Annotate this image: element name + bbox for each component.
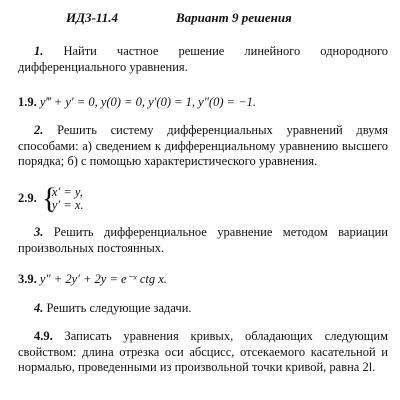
equation-system [41,182,84,215]
problem-1-9 [18,95,388,111]
system-equation-1: x′ = y, [51,185,83,199]
task-3 [18,225,388,256]
problem-number: 3.9. [18,272,37,286]
task-text: Решить следующие задачи. [46,301,192,315]
problem-2-9 [18,182,388,215]
problem-text: Записать уравнения кривых, обладающих следующим свойством: длина отрезка оси абсцисс, отсекаемого касательной и нормалью, проведенными из произвольной точки кривой, равна 2l. [18,329,388,374]
brace-icon: { [41,182,57,215]
task-number: 1. [34,44,44,58]
task-4 [18,301,388,317]
task-text: Найти частное решение линейного однородного дифференциального уравнения. [18,44,389,74]
equation: y″ + 2y′ + 2y = e⁻ˣ ctg x. [39,272,167,286]
problem-4-9 [18,329,388,376]
system-equation-2: y′ = x. [51,198,84,212]
problem-3-9 [18,272,388,288]
variant-title: Вариант 9 решения [176,10,292,25]
problem-number: 4.9. [34,329,53,343]
task-text: Решить дифференциальное уравнение методом вариации произвольных постоянных. [18,225,388,255]
task-number: 4. [34,301,44,315]
task-number: 2. [34,123,44,137]
task-text: Решить систему дифференциальных уравнений двумя способами: а) сведением к дифференциальному уравнению высшего порядка; б) с помощью характеристического уравнения. [18,123,388,168]
task-1 [18,44,388,75]
assignment-code: ИДЗ-11.4 [66,10,118,25]
task-number: 3. [34,225,44,239]
task-2 [18,123,388,170]
problem-number: 2.9. [18,190,37,205]
equation: y‴ + y′ = 0, y(0) = 0, y′(0) = 1, y″(0) = −1. [39,95,257,109]
problem-number: 1.9. [18,95,37,109]
